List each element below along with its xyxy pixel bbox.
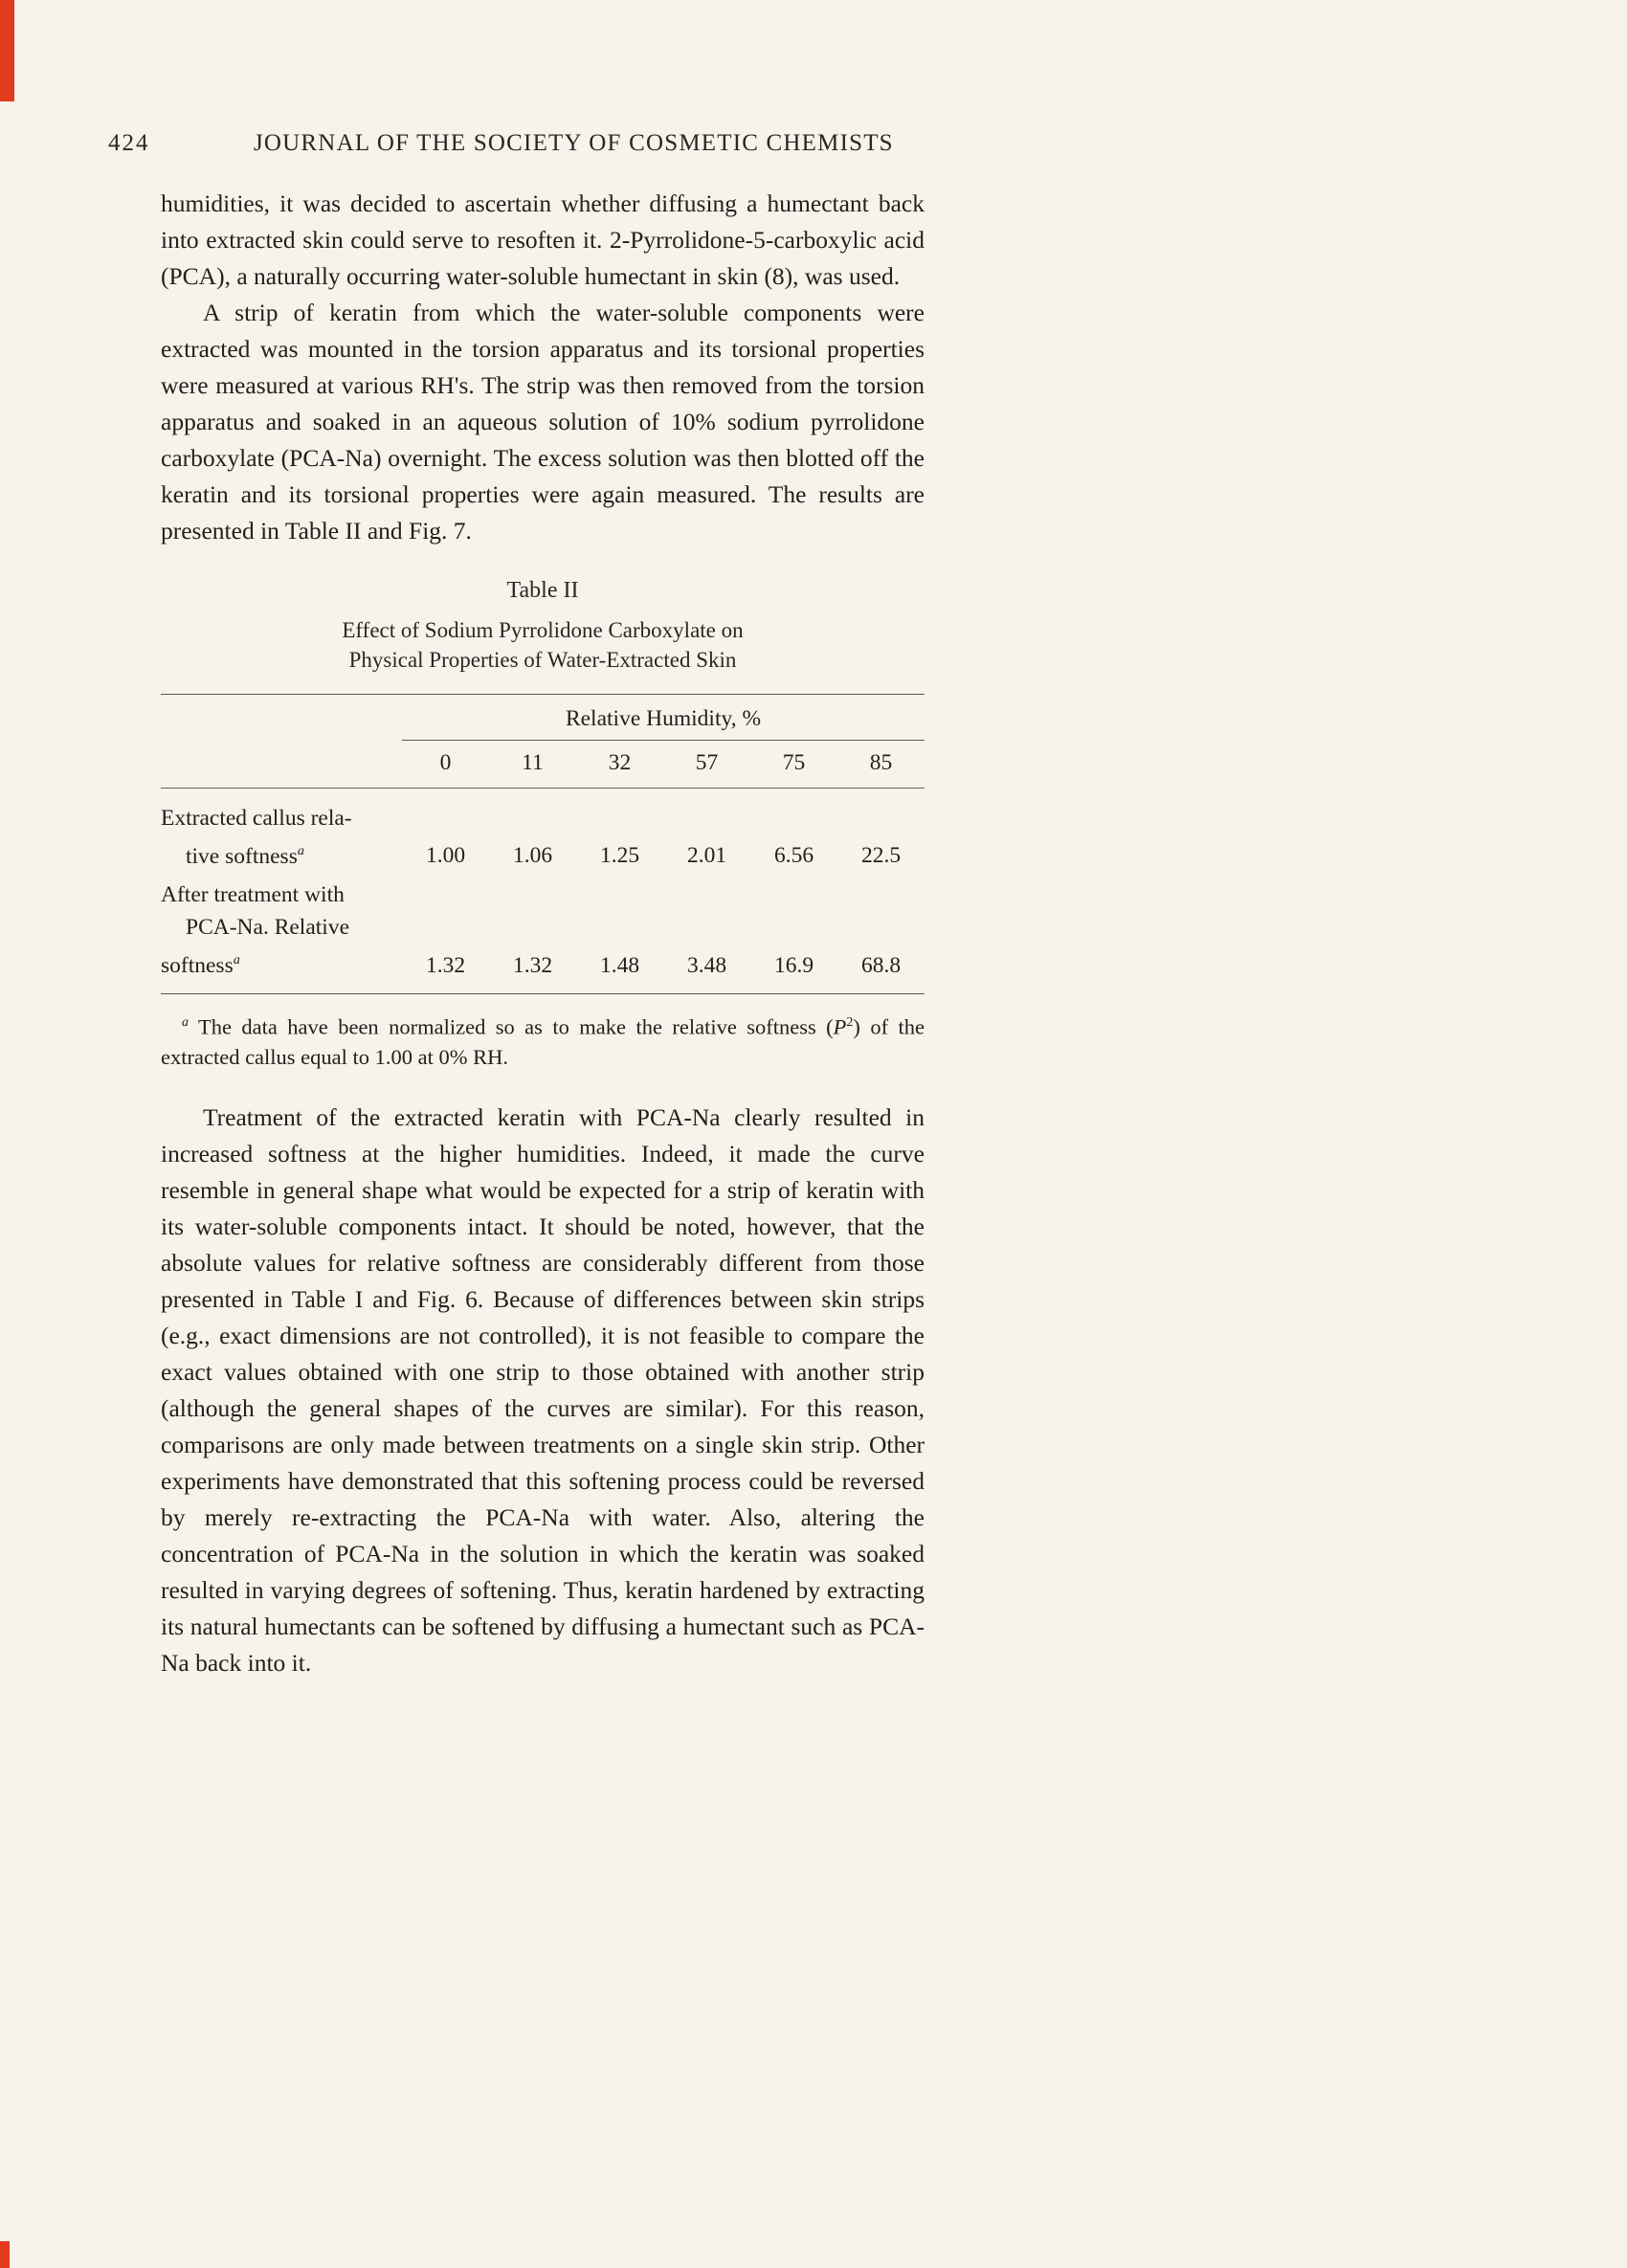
journal-title: JOURNAL OF THE SOCIETY OF COSMETIC CHEMISTS [254, 130, 894, 156]
table-cell: 1.32 [512, 952, 553, 978]
table-col-header: 85 [869, 750, 893, 775]
scan-artifact-red-mark-bottom [0, 2241, 10, 2268]
table-cell: 16.9 [773, 952, 814, 978]
footnote-text: The data have been normalized so as to make the relative softness ( [188, 1014, 834, 1039]
table-col-header: 11 [522, 750, 544, 775]
footnote-marker: a [233, 951, 240, 967]
table-footnote [161, 1008, 925, 1074]
table-cell: 6.56 [773, 842, 814, 868]
running-header [108, 0, 1627, 157]
table-title: Table II [506, 578, 579, 603]
table-row-label-line: Extracted callus rela- [161, 806, 352, 831]
table-row-label-line: PCA-Na. Relative [186, 914, 349, 940]
table-cell: 3.48 [686, 952, 727, 978]
table-col-header: 57 [695, 750, 719, 775]
table-row-label [161, 789, 402, 873]
table-subtitle [161, 615, 925, 675]
footnote-marker: a [182, 1014, 189, 1030]
table-cell: 68.8 [860, 952, 902, 978]
table-cell: 1.32 [425, 952, 466, 978]
table-row-label-line: softness$^a$ [161, 951, 240, 978]
table-group-header: Relative Humidity, % [402, 695, 925, 741]
table-row-label-line: After treatment with [161, 881, 345, 907]
table-subtitle-line-2: Physical Properties of Water-Extracted Skin [348, 648, 737, 672]
table-col-header: 0 [439, 750, 452, 775]
page-number: 424 [108, 130, 150, 156]
table-cell: 2.01 [686, 842, 727, 868]
table-row-label [161, 873, 402, 982]
table-grid [161, 694, 925, 994]
paragraph-strip-of-keratin: A strip of keratin from which the water-soluble components were extracted was mounted in the torsion apparatus and its torsional properties were measured at various RH's. The strip was then removed from the torsion apparatus and soaked in an aqueous solution of 10% sodium pyrrolidone carboxylate (PCA-Na) overnight. The excess solution was then blotted off the keratin and its torsional properties were again measured. The results are presented in Table II and Fig. 7. [161, 299, 925, 545]
table-spacer-cell [161, 741, 402, 788]
table-col-header: 32 [608, 750, 632, 775]
scan-artifact-red-stripe-top [0, 0, 14, 101]
table-cell: 1.25 [599, 842, 640, 868]
table-spacer-cell [161, 695, 402, 741]
table-cell: 22.5 [860, 842, 902, 868]
table-row-label-line: tive softness$^a$ [186, 843, 304, 869]
paragraph-humidities: humidities, it was decided to ascertain whether diffusing a humectant back into extracted skin could serve to resoften it. 2-Pyrrolidone-5-carboxylic acid (PCA), a naturally occurring water-soluble humectant in skin (8), was used. [161, 189, 925, 290]
footnote-text: ) of the extracted callus equal to 1.00 at 0% RH. [161, 1014, 925, 1070]
footnote-variable: P [833, 1014, 847, 1039]
table-col-header: 75 [782, 750, 806, 775]
table-ii [161, 578, 925, 1073]
footnote-exponent: 2 [846, 1014, 854, 1030]
paragraph-treatment: Treatment of the extracted keratin with PCA-Na clearly resulted in increased softness at the higher humidities. Indeed, it made the curve resemble in general shape what would be expected for a strip of keratin with its water-soluble components intact. It should be noted, however, that the absolute values for relative softness are considerably different from those presented in Table I and Fig. 6. Because of differences between skin strips (e.g., exact dimensions are not controlled), it is not feasible to compare the exact values obtained with one strip to those obtained with another strip (although the general shapes of the curves are similar). For this reason, comparisons are only made between treatments on a single skin strip. Other experiments have demonstrated that this softening process could be reversed by merely re-extracting the PCA-Na with water. Also, altering the concentration of PCA-Na in the solution in which the keratin was soaked resulted in varying degrees of softening. Thus, keratin hardened by extracting its natural humectants can be softened by diffusing a humectant such as PCA-Na back into it. [161, 1103, 925, 1678]
table-cell: 1.48 [599, 952, 640, 978]
footnote-marker: a [297, 843, 304, 858]
page-content [161, 186, 925, 1681]
table-subtitle-line-1: Effect of Sodium Pyrrolidone Carboxylate on [342, 618, 744, 642]
table-cell: 1.00 [425, 842, 466, 868]
table-cell: 1.06 [512, 842, 553, 868]
